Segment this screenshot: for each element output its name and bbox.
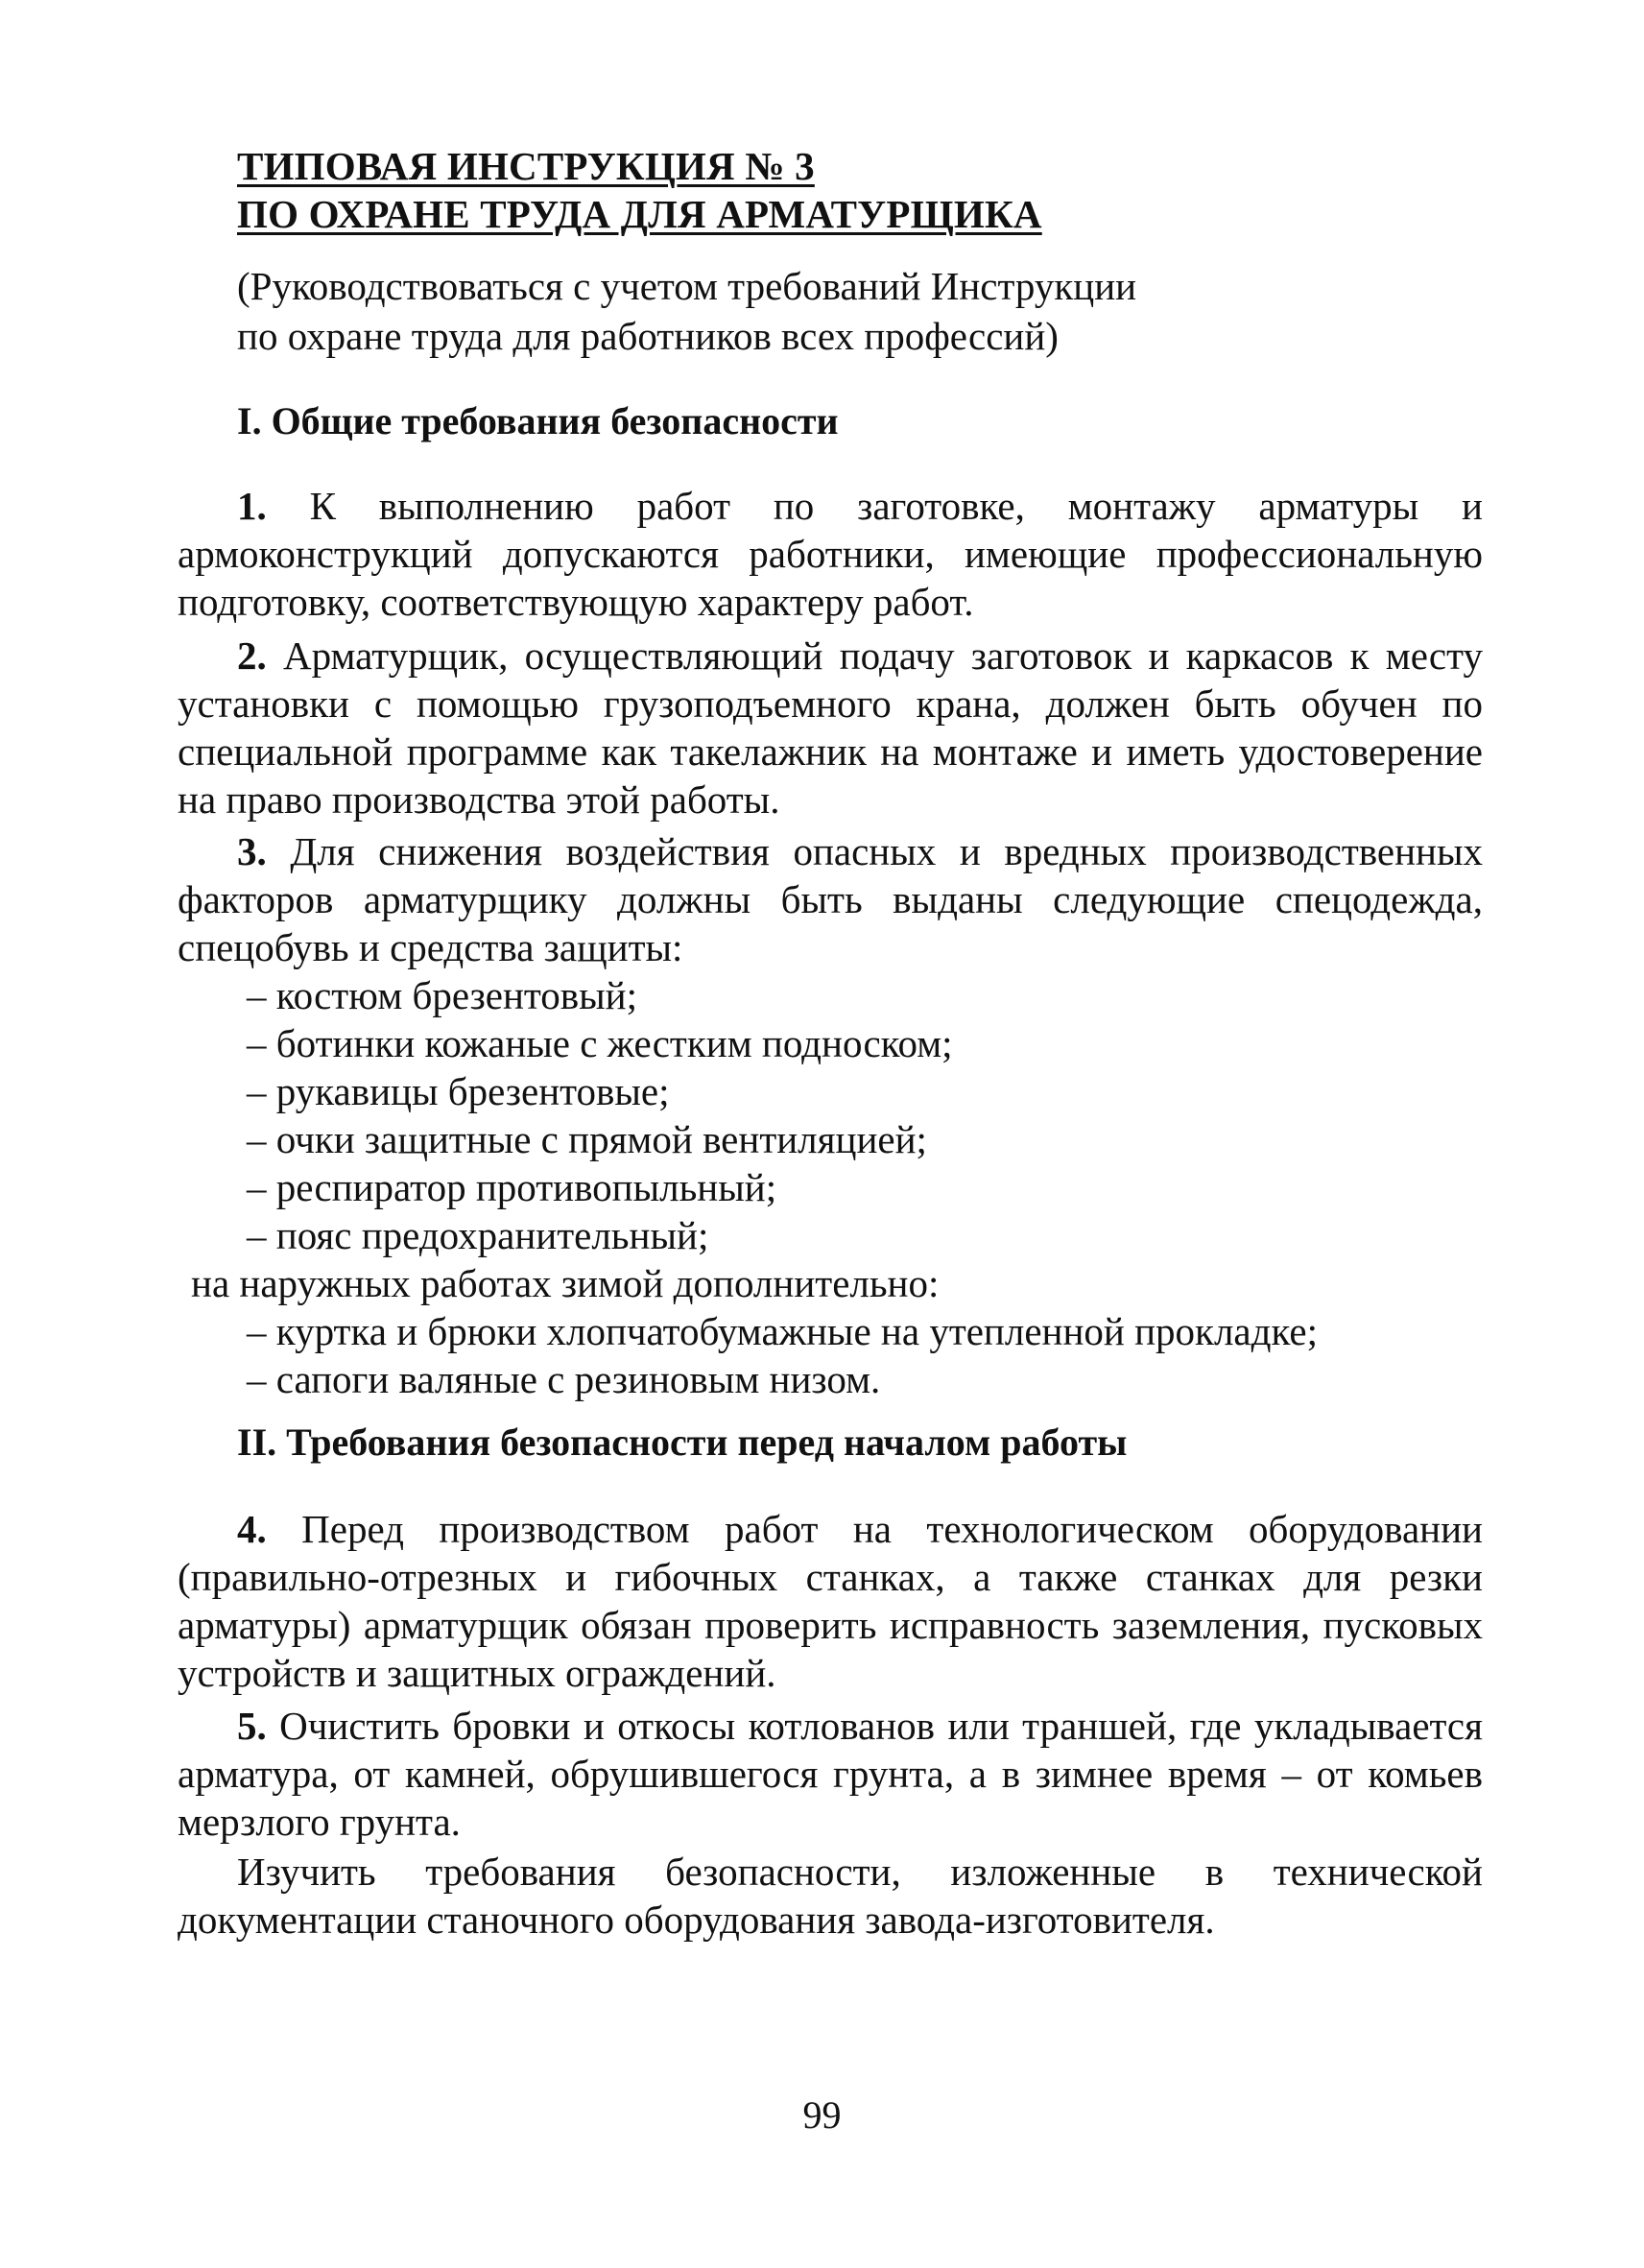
- list-item: – костюм брезентовый;: [247, 973, 638, 1017]
- paragraph-number: 4.: [237, 1507, 267, 1551]
- section-heading-2: II. Требования безопасности перед началом работы: [237, 1420, 1128, 1464]
- document-subtitle: [237, 261, 1485, 361]
- paragraph-number: 2.: [237, 633, 267, 678]
- paragraph-4: [178, 1505, 1483, 1697]
- list-item: – ботинки кожаные с жестким подноском;: [247, 1021, 953, 1065]
- paragraph-text: К выполнению работ по заготовке, монтажу арматуры и армоконструкций допускаются работники, имеющие профессиональную подготовку, соответствующую характеру работ.: [178, 484, 1483, 624]
- list-note: на наружных работах зимой дополнительно:: [191, 1261, 940, 1305]
- paragraph-3: [178, 827, 1483, 971]
- page-number: 99: [802, 2093, 842, 2137]
- paragraph-number: 5.: [237, 1704, 267, 1748]
- document-title: [237, 142, 1485, 238]
- title-line-1: ТИПОВАЯ ИНСТРУКЦИЯ № 3: [237, 144, 815, 188]
- subtitle-line-2: по охране труда для работников всех профессий): [237, 314, 1059, 358]
- list-item: – куртка и брюки хлопчатобумажные на утепленной прокладке;: [247, 1309, 1318, 1353]
- paragraph-2: [178, 632, 1483, 824]
- paragraph-text: Очистить бровки и откосы котлованов или траншей, где укладывается арматура, от камней, обрушившегося грунта, а в зимнее время – от комьев мерзлого грунта.: [178, 1704, 1483, 1844]
- paragraph-text: Для снижения воздействия опасных и вредных производственных факторов арматурщику должны быть выданы следующие спецодежда, спецобувь и средства защиты:: [178, 829, 1483, 969]
- subtitle-line-1: (Руководствоваться с учетом требований Инструкции: [237, 264, 1137, 308]
- paragraph-6: [178, 1848, 1483, 1944]
- paragraph-number: 1.: [237, 484, 267, 528]
- title-line-2: ПО ОХРАНЕ ТРУДА ДЛЯ АРМАТУРЩИКА: [237, 192, 1042, 236]
- list-item: – сапоги валяные с резиновым низом.: [247, 1357, 881, 1401]
- paragraph-5: [178, 1702, 1483, 1846]
- paragraph-text: Арматурщик, осуществляющий подачу заготовок и каркасов к месту установки с помощью грузоподъемного крана, должен быть обучен по специальной программе как такелажник на монтаже и иметь удостоверение на право производства этой работы.: [178, 633, 1483, 822]
- protective-equipment-list: [178, 971, 1483, 1403]
- paragraph-text: Изучить требования безопасности, изложенные в технической документации станочного оборудования завода-изготовителя.: [178, 1850, 1483, 1942]
- section-heading-1: I. Общие требования безопасности: [237, 399, 839, 442]
- paragraph-1: [178, 482, 1483, 626]
- list-item: – рукавицы брезентовые;: [247, 1069, 670, 1113]
- list-item: – респиратор противопыльный;: [247, 1165, 777, 1209]
- list-item: – пояс предохранительный;: [247, 1213, 709, 1257]
- paragraph-number: 3.: [237, 829, 267, 873]
- paragraph-text: Перед производством работ на технологическом оборудовании (правильно-отрезных и гибочных станках, а также станках для резки арматуры) арматурщик обязан проверить исправность заземления, пусковых устройств и защитных ограждений.: [178, 1507, 1483, 1695]
- list-item: – очки защитные с прямой вентиляцией;: [247, 1117, 927, 1161]
